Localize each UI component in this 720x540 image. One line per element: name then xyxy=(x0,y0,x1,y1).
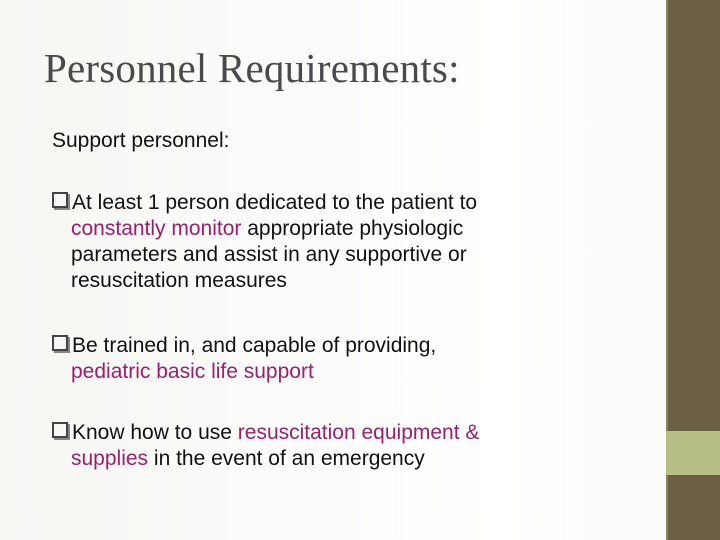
bullet-highlight: supplies xyxy=(71,447,149,470)
bullet-text: in the event of an emergency xyxy=(148,447,425,470)
checkbox-square-icon xyxy=(52,422,68,438)
sidebar-accent-block xyxy=(666,431,720,475)
bullet-item xyxy=(52,333,612,385)
bullet-highlight: constantly monitor xyxy=(71,217,242,240)
slide-title: Personnel Requirements: xyxy=(44,45,460,91)
bullet-text: appropriate physiologic xyxy=(241,217,464,240)
bullet-text: parameters and assist in any supportive or xyxy=(71,243,467,266)
bullet-text: resuscitation measures xyxy=(71,269,287,292)
bullet-text: Be trained in, and capable of providing, xyxy=(72,334,437,357)
bullet-highlight: resuscitation equipment & xyxy=(237,421,480,444)
checkbox-square-icon xyxy=(52,335,68,351)
bullet-item xyxy=(52,190,612,294)
bullet-highlight: pediatric basic life support xyxy=(71,360,314,383)
bullet-text: Know how to use xyxy=(72,421,238,444)
bullet-item xyxy=(52,420,612,472)
checkbox-square-icon xyxy=(52,192,68,208)
sidebar-decoration xyxy=(666,0,720,540)
bullet-text: At least 1 person dedicated to the patient to xyxy=(72,191,478,214)
slide-subtitle: Support personnel: xyxy=(52,129,230,152)
